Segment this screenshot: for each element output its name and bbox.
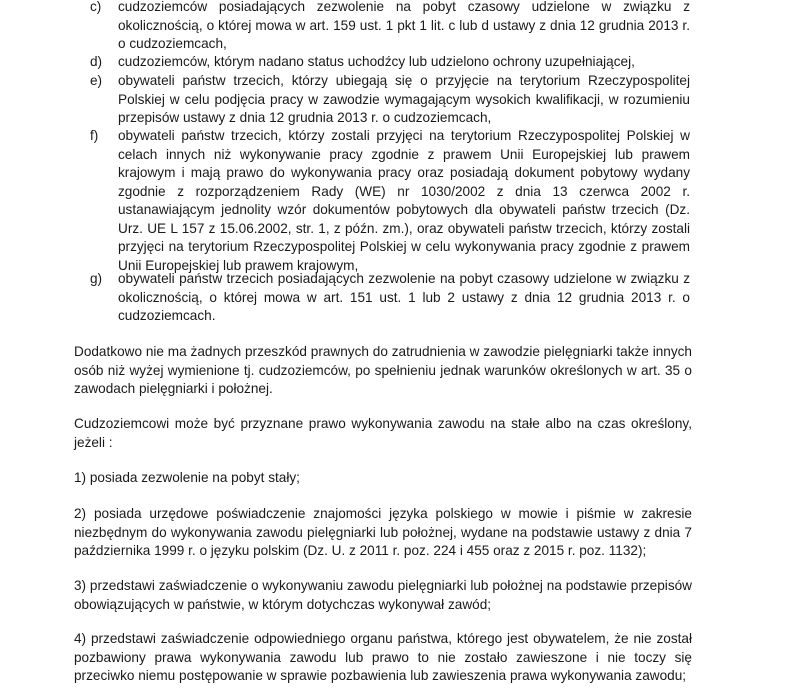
list-item-text: obywateli państw trzecich, którzy zostali przyjęci na terytorium Rzeczypospolitej Polskiej w celach innych niż wykonywanie pracy zgodnie z prawem Unii Europejskiej lub prawem krajowym i mają prawo do wykonywania pracy oraz posiadają dokument pobytowy wydany zgodnie z rozporządzeniem Rady (WE) nr 1030/2002 z dnia 13 czerwca 2002 r. ustanawiającym jednolity wzór dokumentów pobytowych dla obywateli państw trzecich (Dz. Urz. UE L 157 z 15.06.2002, str. 1, z późn. zm.), oraz obywateli państw trzecich, którzy zostali przyjęci na terytorium Rzeczypospolitej Polskiej w celu wykonywania pracy zgodnie z prawem Unii Europejskiej lub prawem krajowym, bbox=[118, 128, 690, 273]
condition-2: 2) posiada urzędowe poświadczenie znajomości języka polskiego w mowie i piśmie w zakresie niezbędnym do wykonywania zawodu pielęgniarki lub położnej, wydane na podstawie ustawy z dnia 7 października 1999 r. o języku polskim (Dz. U. z 2011 r. poz. 224 i 455 oraz z 2015 r. poz. 1132); bbox=[74, 506, 692, 558]
condition-1: 1) posiada zezwolenie na pobyt stały; bbox=[74, 470, 300, 485]
condition-3: 3) przedstawi zaświadczenie o wykonywaniu zawodu pielęgniarki lub położnej na podstawie przepisów obowiązujących w państwie, w którym dotychczas wykonywał zawód; bbox=[74, 578, 692, 612]
list-item-text: obywateli państw trzecich, którzy ubiegają się o przyjęcie na terytorium Rzeczypospolitej Polskiej w celu podjęcia pracy w zawodzie wymagającym wysokich kwalifikacji, w rozumieniu przepisów ustawy z dnia 12 grudnia 2013 r. o cudzoziemcach, bbox=[118, 73, 690, 125]
list-item-d bbox=[90, 53, 690, 72]
list-item-letter: e) bbox=[90, 73, 103, 88]
list-item-text: cudzoziemców, którym nadano status uchodźcy lub udzielono ochrony uzupełniającej, bbox=[118, 54, 635, 69]
list-item-letter: c) bbox=[90, 0, 102, 14]
list-item-text: cudzoziemców posiadających zezwolenie na pobyt czasowy udzielone w związku z okolicznością, o której mowa w art. 159 ust. 1 pkt 1 lit. c lub d ustawy z dnia 12 grudnia 2013 r. o cudzoziemcach, bbox=[118, 0, 690, 51]
list-item-text: obywateli państw trzecich posiadających zezwolenie na pobyt czasowy udzielone w związku z okolicznością, o której mowa w art. 151 ust. 1 lub 2 ustawy z dnia 12 grudnia 2013 r. o cudzoziemcach. bbox=[118, 271, 690, 323]
paragraph-additional: Dodatkowo nie ma żadnych przeszkód prawnych do zatrudnienia w zawodzie pielęgniarki także innych osób niż wyżej wymienione tj. cudzoziemców, po spełnieniu jednak warunków określonych w art. 35 o zawodach pielęgniarki i położnej. bbox=[74, 344, 692, 396]
list-item-g bbox=[90, 270, 690, 326]
list-item-c bbox=[90, 0, 690, 54]
list-item-letter: d) bbox=[90, 54, 103, 69]
list-item-letter: g) bbox=[90, 271, 103, 286]
list-item-e bbox=[90, 72, 690, 128]
list-item-letter: f) bbox=[90, 128, 99, 143]
paragraph-conditions-intro: Cudzoziemcowi może być przyznane prawo wykonywania zawodu na stałe albo na czas określony, jeżeli : bbox=[74, 416, 692, 450]
list-item-f bbox=[90, 127, 690, 275]
condition-4: 4) przedstawi zaświadczenie odpowiedniego organu państwa, którego jest obywatelem, że nie został pozbawiony prawa wykonywania zawodu lub prawo to nie zostało zawieszone i nie toczy się przeciwko niemu postępowanie w sprawie pozbawienia lub zawieszenia prawa wykonywania zawodu; bbox=[74, 631, 692, 683]
